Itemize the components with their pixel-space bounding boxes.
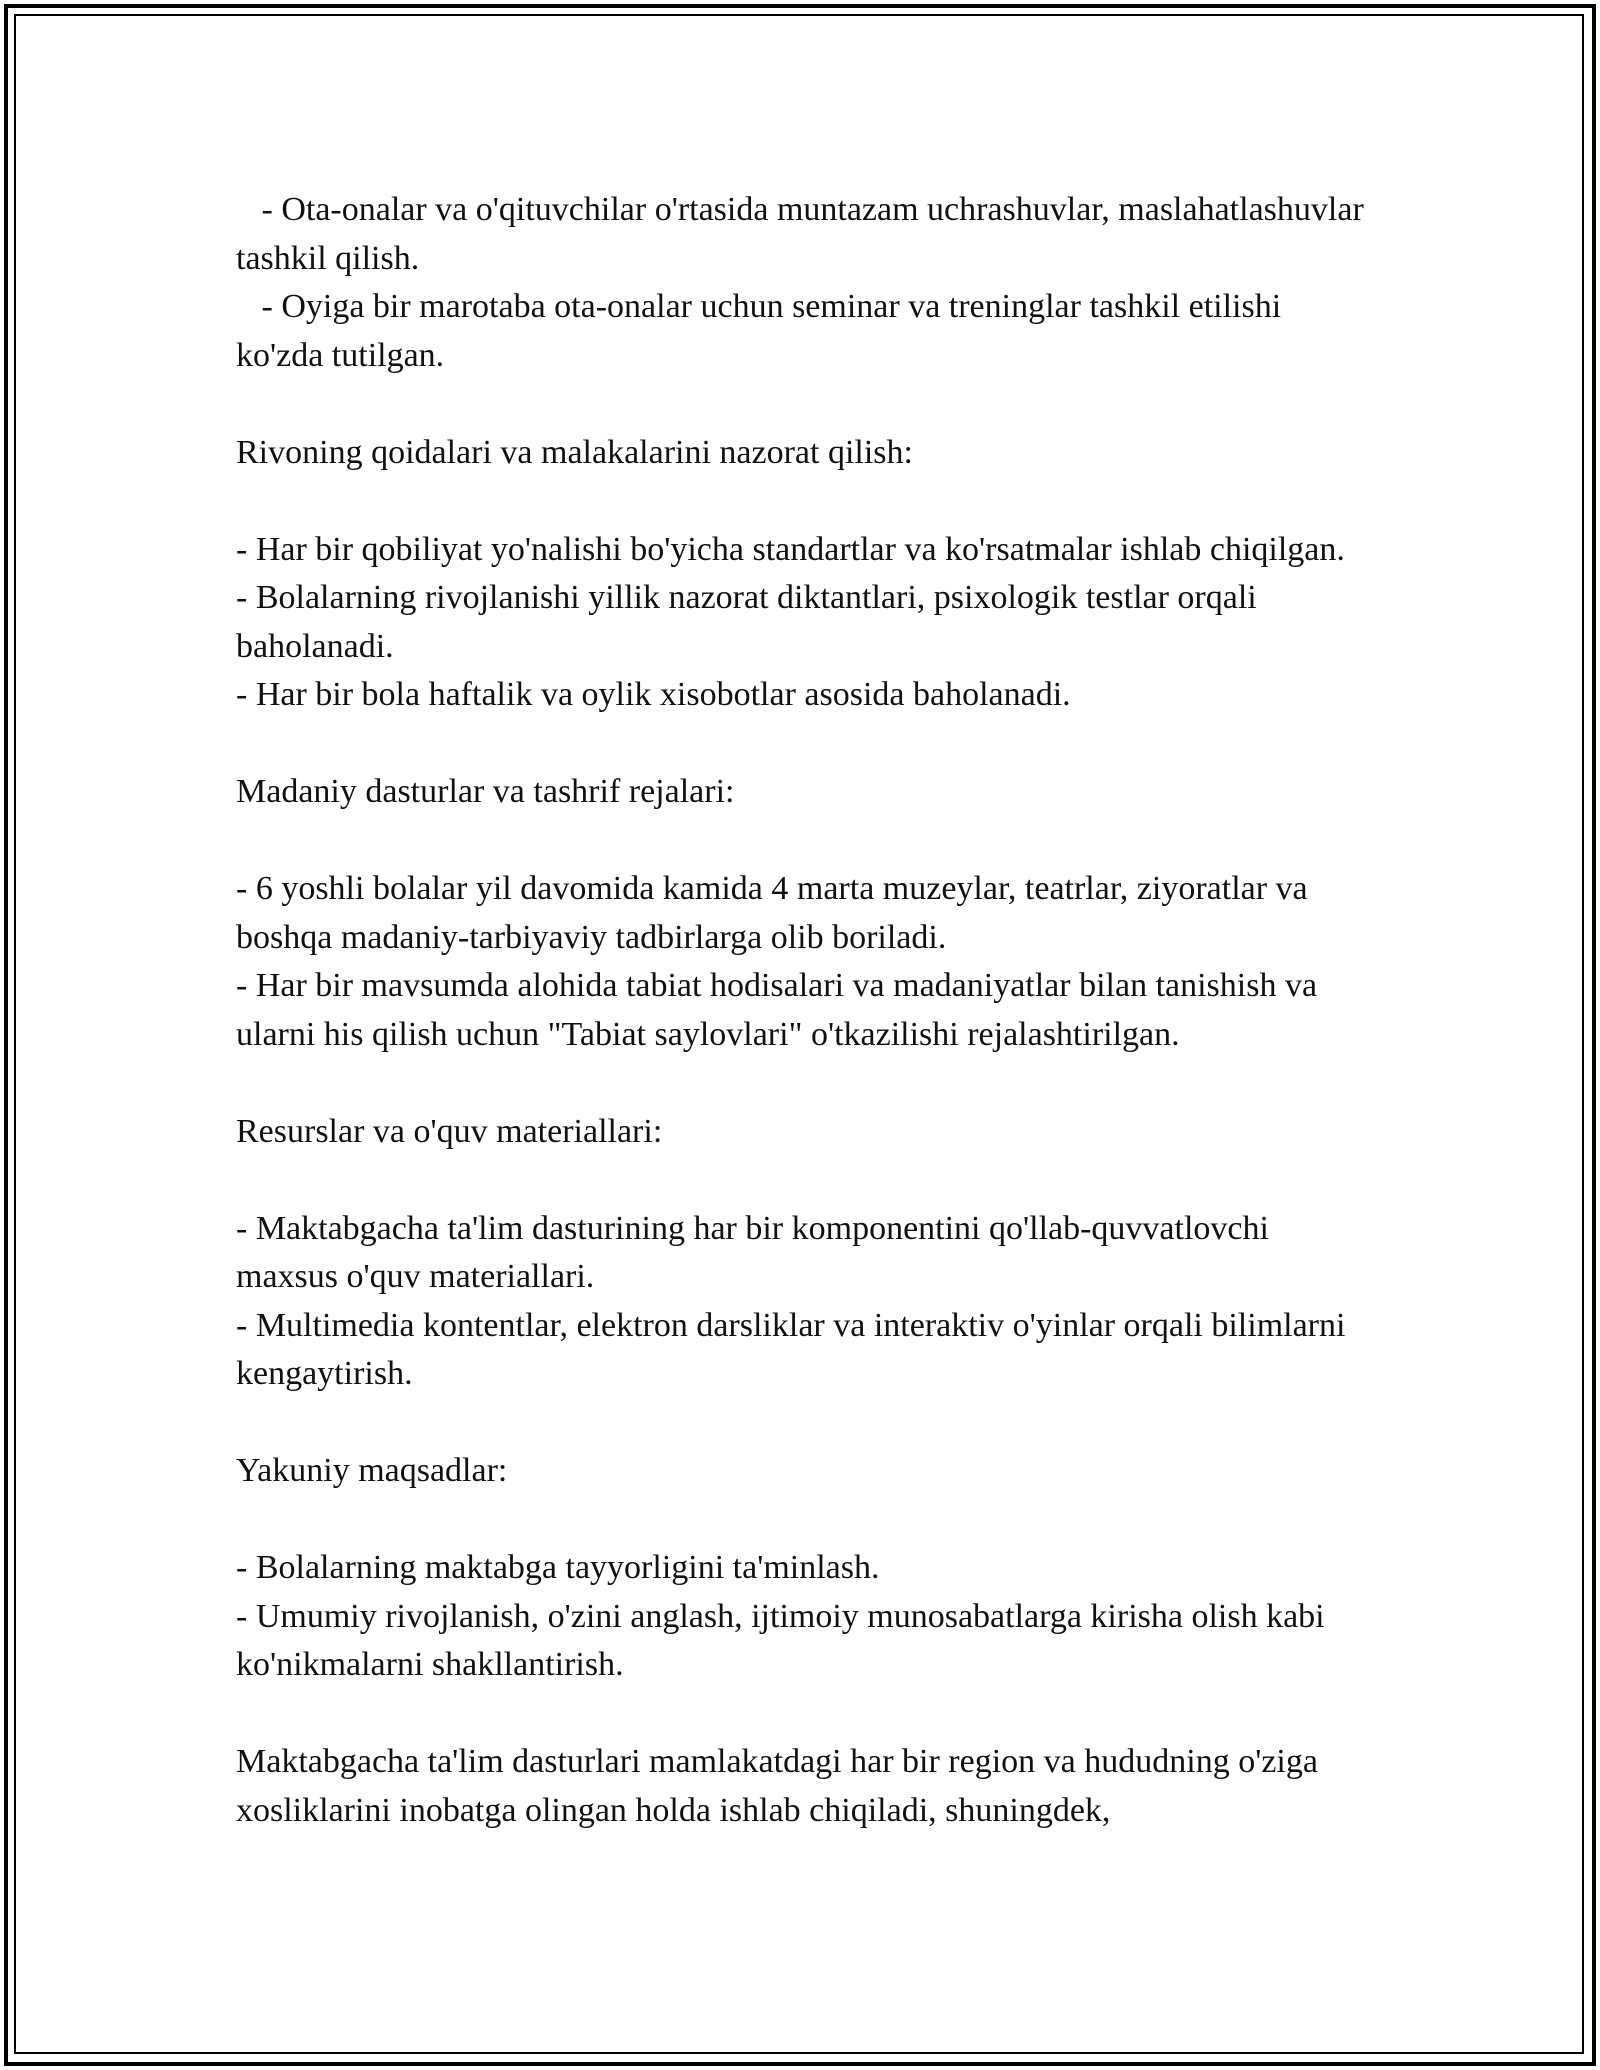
intro-item: - Ota-onalar va o'qituvchilar o'rtasida muntazam uchrashuvlar, maslahatlashuvlar tashkil qilish. (236, 191, 1373, 277)
section-heading-goals: Yakuniy maqsadlar: (236, 1452, 508, 1489)
intro-item: - Oyiga bir marotaba ota-onalar uchun seminar va treninglar tashkil etilishi ko'zda tutilgan. (236, 288, 1290, 374)
paragraph-gap (236, 720, 1376, 769)
list-item: - Bolalarning maktabga tayyorligini ta'minlash. (236, 1549, 880, 1586)
section-heading-resources: Resurslar va o'quv materiallari: (236, 1112, 663, 1150)
paragraph-gap (236, 1156, 1376, 1205)
paragraph-gap (236, 1059, 1376, 1108)
list-item: - Multimedia kontentlar, elektron darsliklar va interaktiv o'yinlar orqali bilimlarni kengaytirish. (236, 1306, 1354, 1392)
closing-paragraph: Maktabgacha ta'lim dasturlari mamlakatdagi har bir region va hududning o'ziga xosliklarini inobatga olingan holda ishlab chiqiladi, shuningdek, (236, 1743, 1327, 1829)
paragraph-gap (236, 1690, 1376, 1739)
paragraph-gap (236, 817, 1376, 866)
list-item: - Maktabgacha ta'lim dasturining har bir komponentini qo'llab-quvvatlovchi maxsus o'quv materiallari. (236, 1209, 1278, 1295)
section-heading-control: Rivoning qoidalari va malakalarini nazorat qilish: (236, 433, 913, 471)
paragraph-gap (236, 1496, 1376, 1545)
list-item: - Har bir qobiliyat yo'nalishi bo'yicha standartlar va ko'rsatmalar ishlab chiqilgan. (236, 530, 1345, 568)
paragraph-gap (236, 380, 1376, 429)
list-item: - Har bir bola haftalik va oylik xisobotlar asosida baholanadi. (236, 676, 1071, 713)
paragraph-gap (236, 477, 1376, 526)
paragraph-gap (236, 1399, 1376, 1448)
list-item: - 6 yoshli bolalar yil davomida kamida 4 marta muzeylar, teatrlar, ziyoratlar va boshqa madaniy-tarbiyaviy tadbirlarga olib boriladi. (236, 870, 1317, 956)
section-heading-culture: Madaniy dasturlar va tashrif rejalari: (236, 773, 735, 810)
list-item: - Umumiy rivojlanish, o'zini anglash, ijtimoiy munosabatlarga kirisha olish kabi ko'nikmalarni shakllantirish. (236, 1597, 1334, 1683)
document-body (236, 186, 1376, 1835)
list-item: - Har bir mavsumda alohida tabiat hodisalari va madaniyatlar bilan tanishish va ularni his qilish uchun "Tabiat saylovlari" o'tkazilishi rejalashtirilgan. (236, 967, 1326, 1053)
list-item: - Bolalarning rivojlanishi yillik nazorat diktantlari, psixologik testlar orqali baholanadi. (236, 579, 1266, 665)
